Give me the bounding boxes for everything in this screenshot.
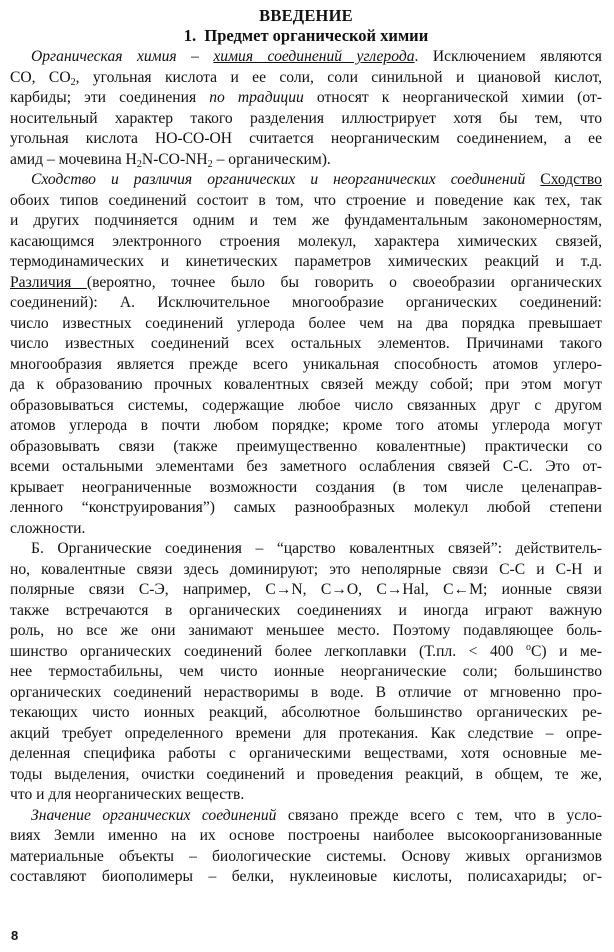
text-span: (вероятно, точнее было бы говорить о своеобразии органических — [86, 273, 602, 291]
text-line: и других подчиняется одним и тем же фундаментальным закономерностям, — [10, 212, 602, 229]
page-number: 8 — [11, 928, 19, 943]
text-span — [525, 171, 540, 188]
text-line: полярные связи С-Э, например, C→N, C→O, C→Hal, C←M; ионные связи — [10, 581, 602, 598]
term-significance: Значение органических соединений — [31, 806, 277, 824]
text-line: ленного “конструирования”) самых разнообразных молекул любой степени — [10, 499, 602, 516]
text-line: соединений): А. Исключительное многообразие органических соединений: — [10, 294, 602, 311]
paragraph-1 — [10, 47, 602, 170]
text-line: число известных соединений углерода более чем на два порядка превышает — [10, 314, 602, 332]
text-line: носительный характер такого разделения иллюстрирует хотя бы тем, что — [10, 109, 602, 127]
text-line: тоды выделения, очистки соединений и проведения реакций, в общем, те же, — [10, 765, 602, 783]
text-span: C) и ме- — [530, 642, 602, 660]
text-span: – органическим). — [212, 150, 331, 168]
text-line: но, ковалентные связи здесь доминируют; это неполярные связи С-С и С-Н и — [10, 560, 602, 578]
text-line: всеми остальными элементами без заметного ослабления связей С-С. Это от- — [10, 458, 602, 475]
text-line: атомов углерода в почти любом порядке; кроме того атомы углерода могут — [10, 417, 602, 434]
text-line: органических соединений нерастворимы в воде. В отличие от мгновенно про- — [10, 683, 602, 701]
section-number: 1. — [183, 26, 197, 45]
text-span: . Исключением являются — [414, 48, 602, 65]
text-line: касающимся электронного строения молекул, характера химических связей, — [10, 232, 602, 250]
text-line — [10, 642, 602, 663]
text-line: сложности. — [10, 519, 86, 537]
text-line: да к образованию прочных ковалентных связей между собой; при этом могут — [10, 376, 602, 393]
text-line — [10, 150, 602, 171]
text-line — [10, 68, 602, 89]
text-line — [10, 806, 602, 827]
text-line: также встречаются в органических соединениях и иногда играют важную — [10, 601, 602, 619]
text-line: многообразия является прежде всего уникальная способность атомов углеро- — [10, 355, 602, 373]
body-text — [10, 47, 602, 888]
text-line: виях Земли именно на их основе построены наиболее высокоорганизованные — [10, 827, 602, 844]
text-line: материальные объекты – биологические системы. Основу живых организмов — [10, 847, 602, 865]
text-span: N-CO-NH — [141, 150, 208, 168]
subscript: 2 — [136, 158, 142, 170]
text-span: CO, CO — [10, 68, 71, 86]
text-span: , угольная кислота и ее соли, соли синильной и циановой кислот, — [75, 68, 602, 86]
text-line: Б. Органические соединения – “царство ковалентных связей”: действитель- — [31, 540, 602, 557]
text-span: амид – мочевина H — [10, 150, 137, 168]
term-similarity-differences: Сходство и различия органических и неорганических соединений — [31, 171, 526, 188]
term-similarity: Сходство — [540, 171, 602, 188]
text-span: шинство органических соединений более легкоплавки (Т.пл. < 400 — [10, 642, 526, 660]
section-title — [10, 26, 602, 46]
term-organic-chemistry: Органическая химия — [31, 48, 177, 65]
text-line: составляют биополимеры – белки, нуклеиновые кислоты, полисахариды; ог- — [10, 868, 602, 885]
paragraph-4 — [10, 806, 602, 888]
text-span: – — [176, 48, 214, 65]
text-line: обоих типов соединений состоит в том, что строение и поведение как тех, так — [10, 191, 602, 209]
term-carbon-chemistry: химия соединений углерода — [213, 48, 415, 65]
section-title-text: Предмет органической химии — [204, 26, 429, 45]
superscript: o — [525, 641, 531, 653]
text-line: что и для неорганических веществ. — [10, 786, 245, 803]
text-line: деленная специфика работы с органическими веществами, хотя основные ме- — [10, 745, 602, 762]
text-line: угольная кислота HO-CO-OH считается неорганическим соединением, а ее — [10, 130, 602, 147]
text-line: акций требует определенного времени для протекания. Как следствие – опре- — [10, 724, 602, 742]
subscript: 2 — [207, 158, 213, 170]
text-line: термодинамических и кинетических параметров химических реакций и т.д. — [10, 253, 602, 270]
subscript: 2 — [70, 76, 76, 88]
paragraph-2 — [10, 170, 602, 539]
text-span: карбиды; эти соединения — [10, 89, 210, 106]
paragraph-3 — [10, 539, 602, 806]
text-line: образовываться системы, содержащие любое число связанных друг с другом — [10, 396, 602, 414]
text-span: связано прежде всего с тем, что в усло- — [276, 806, 602, 824]
term-differences: Различия — [10, 273, 87, 291]
text-line — [10, 273, 602, 294]
chapter-title: ВВЕДЕНИЕ — [259, 6, 353, 25]
term-tradition: по традиции — [209, 89, 304, 106]
text-line — [10, 170, 602, 191]
text-line: образовывать связи (также преимущественно ковалентные) практически со — [10, 437, 602, 455]
text-line: крывает неограниченные возможности создания (в том числе целенаправ- — [10, 478, 602, 496]
page-content — [10, 6, 602, 888]
text-line: число известных соединений всех остальных элементов. Причинами такого — [10, 335, 602, 352]
text-line: текающих чисто ионных реакций, абсолютное большинство органических ре- — [10, 704, 602, 721]
text-line: нее термостабильны, чем чисто ионные неорганические соли; большинство — [10, 663, 602, 680]
text-line — [10, 88, 602, 109]
text-line: роль, но все же они занимают меньшее место. Поэтому подавляющее боль- — [10, 622, 602, 639]
text-line — [10, 47, 602, 68]
text-span: относят к неорганической химии (от- — [303, 89, 602, 106]
